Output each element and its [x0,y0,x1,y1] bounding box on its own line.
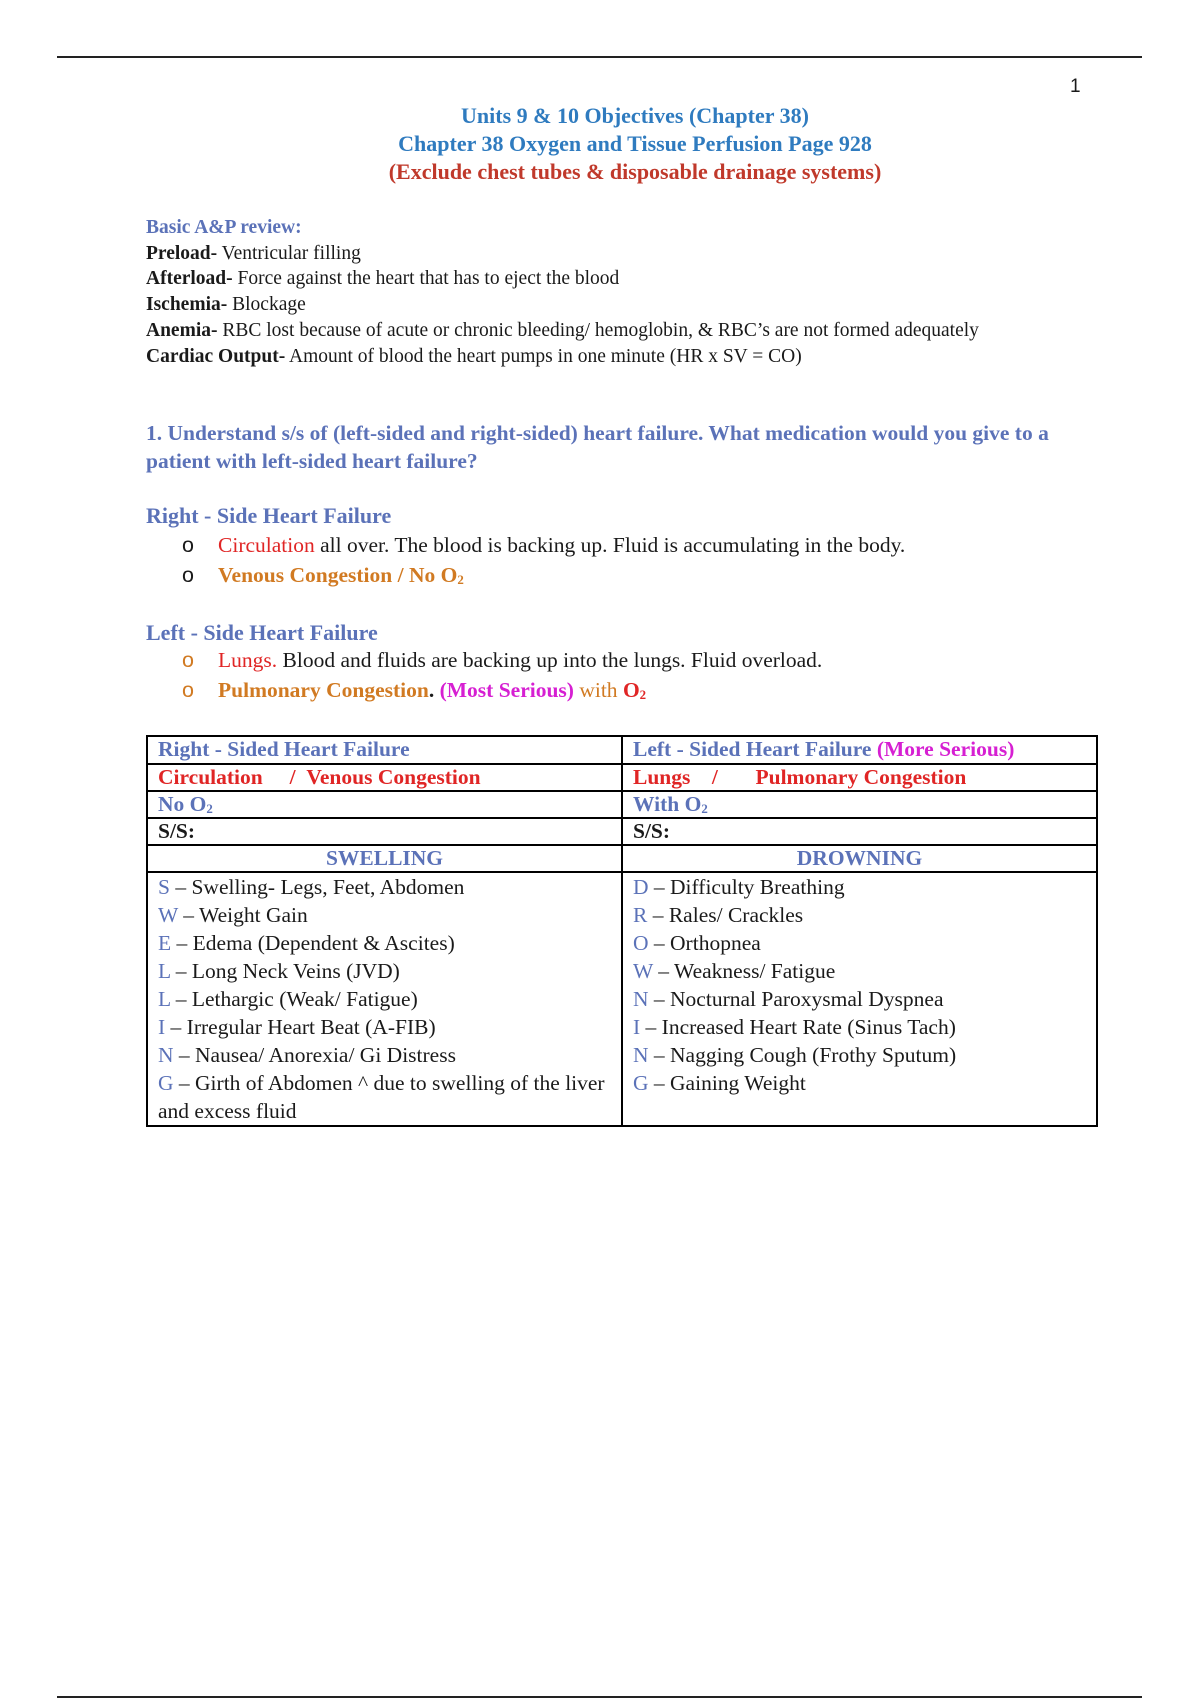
left-ss-cell: S/S: [622,818,1097,845]
right-o2-cell: No $O_2$ [147,791,622,818]
review-header: Basic A&P review: [146,217,302,238]
drowning-mnemonic-cell: DROWNING [622,845,1097,872]
drowning-list [622,872,1097,1126]
right-title-cell: Right - Sided Heart Failure [147,736,622,764]
table-row [147,791,1097,818]
review-item: Cardiac Output- Amount of blood the heart pumps in one minute (HR x SV = CO) [146,345,802,367]
ap-review [146,215,1096,369]
left-bullet-2: o Pulmonary Congestion. (Most Serious) with $O_2$ [182,678,647,702]
header-rule [57,56,1142,58]
list-item: I – Irregular Heart Beat (A-FIB) [158,1015,436,1039]
right-congestion-cell: Circulation / Venous Congestion [147,764,622,791]
list-item: N – Nagging Cough (Frothy Sputum) [633,1043,957,1067]
swelling-list [147,872,622,1126]
review-item: Anemia- RBC lost because of acute or chronic bleeding/ hemoglobin, & RBC’s are not formed adequately [146,319,979,341]
list-item: G – Gaining Weight [633,1071,806,1095]
list-item: W – Weakness/ Fatigue [633,959,836,983]
list-item: L – Long Neck Veins (JVD) [158,959,400,983]
footer-rule [57,1696,1142,1698]
list-item: S – Swelling- Legs, Feet, Abdomen [158,875,465,899]
left-o2-cell: With $O_2$ [622,791,1097,818]
doc-title-line-1: Units 9 & 10 Objectives (Chapter 38) [461,103,809,128]
list-item: N – Nausea/ Anorexia/ Gi Distress [158,1043,456,1067]
review-item: Afterload- Force against the heart that has to eject the blood [146,268,620,290]
table-row [147,818,1097,845]
right-bullet-1: o Circulation all over. The blood is backing up. Fluid is accumulating in the body. [182,533,906,557]
doc-title-line-3: (Exclude chest tubes & disposable drainage systems) [388,159,882,184]
review-item: Ischemia- Blockage [146,294,306,316]
list-item: G – Girth of Abdomen ^ due to swelling of the liver and excess fluid [158,1071,605,1123]
table-row [147,736,1097,764]
left-title-cell: Left - Sided Heart Failure (More Serious) [622,736,1097,764]
table-row [147,872,1097,1126]
right-side-heading: Right - Side Heart Failure [146,503,392,528]
list-item: R – Rales/ Crackles [633,903,804,927]
list-item: E – Edema (Dependent & Ascites) [158,931,455,955]
table-row [147,845,1097,872]
right-ss-cell: S/S: [147,818,622,845]
list-item: L – Lethargic (Weak/ Fatigue) [158,987,418,1011]
list-item: N – Nocturnal Paroxysmal Dyspnea [633,987,944,1011]
list-item: D – Difficulty Breathing [633,875,845,899]
swelling-mnemonic-cell: SWELLING [147,845,622,872]
doc-title-line-2: Chapter 38 Oxygen and Tissue Perfusion Page 928 [398,131,872,156]
right-bullet-2: o Venous Congestion / No $O_2$ [182,563,464,587]
heart-failure-table [146,735,1098,1127]
left-bullet-1: o Lungs. Blood and fluids are backing up into the lungs. Fluid overload. [182,648,823,672]
list-item: W – Weight Gain [158,903,308,927]
page-number: 1 [1070,76,1081,97]
list-item: I – Increased Heart Rate (Sinus Tach) [633,1015,956,1039]
objective-question: 1. Understand s/s of (left-sided and right-sided) heart failure. What medication would you give to a patient with left-sided heart failure? [146,421,1049,473]
list-item: O – Orthopnea [633,931,761,955]
table-row [147,764,1097,791]
left-side-heading: Left - Side Heart Failure [146,620,378,645]
review-item: Preload- Ventricular filling [146,242,361,264]
left-congestion-cell: Lungs / Pulmonary Congestion [622,764,1097,791]
